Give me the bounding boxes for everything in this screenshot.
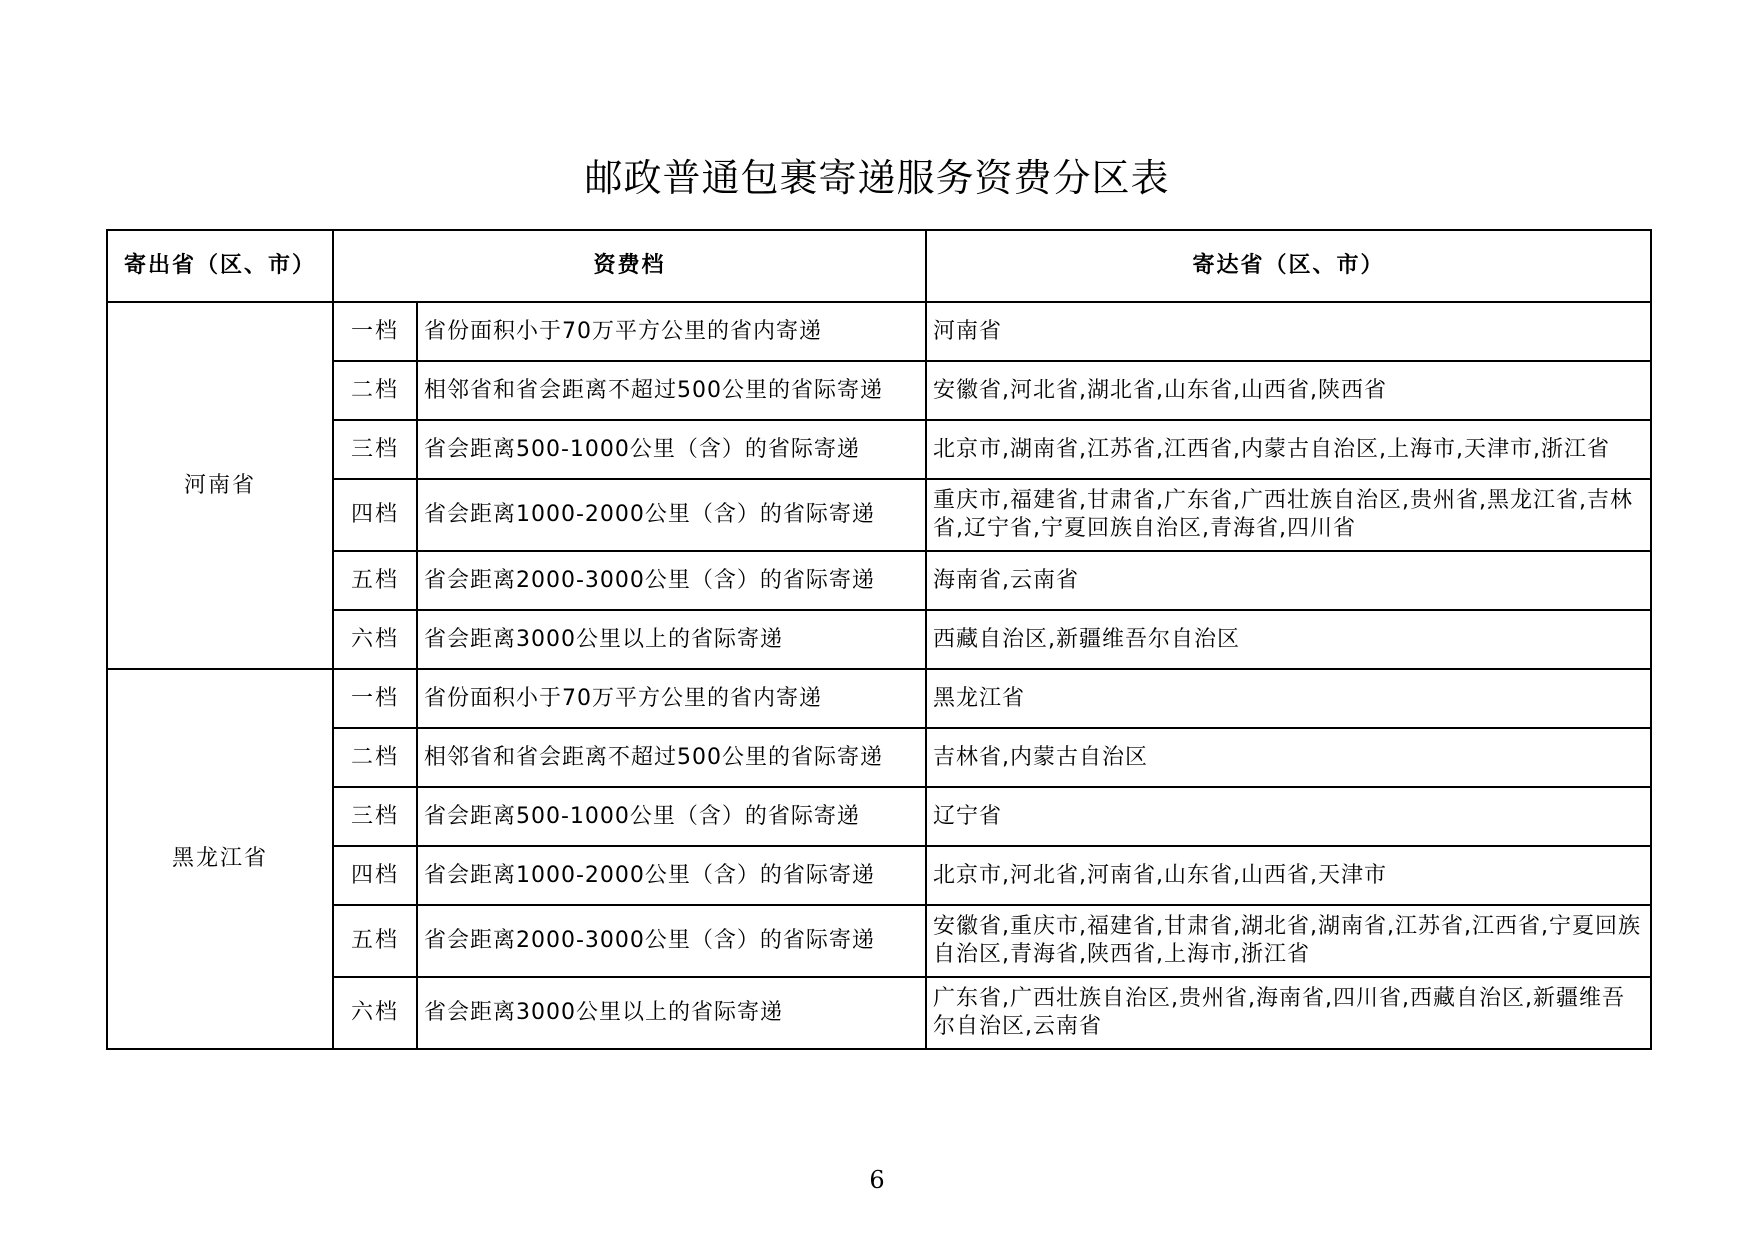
page-number: 6: [869, 1166, 885, 1194]
table-row: [107, 420, 1651, 479]
table-row: [107, 977, 1651, 1049]
tier-description: 省会距离3000公里以上的省际寄递: [417, 977, 926, 1049]
header-origin: 寄出省（区、市）: [107, 230, 333, 302]
tier-name: 三档: [333, 787, 417, 846]
destination-cell: 海南省,云南省: [926, 551, 1651, 610]
destination-cell: 广东省,广西壮族自治区,贵州省,海南省,四川省,西藏自治区,新疆维吾尔自治区,云南省: [926, 977, 1651, 1049]
table-row: [107, 787, 1651, 846]
tier-name: 二档: [333, 728, 417, 787]
tier-description: 相邻省和省会距离不超过500公里的省际寄递: [417, 728, 926, 787]
tier-description: 省会距离3000公里以上的省际寄递: [417, 610, 926, 669]
tier-name: 四档: [333, 479, 417, 551]
header-tier: 资费档: [333, 230, 926, 302]
tier-name: 六档: [333, 610, 417, 669]
page-title: 邮政普通包裹寄递服务资费分区表: [584, 156, 1170, 200]
table-row: [107, 905, 1651, 977]
destination-cell: 北京市,河北省,河南省,山东省,山西省,天津市: [926, 846, 1651, 905]
destination-cell: 西藏自治区,新疆维吾尔自治区: [926, 610, 1651, 669]
tier-description: 省份面积小于70万平方公里的省内寄递: [417, 669, 926, 728]
destination-cell: 吉林省,内蒙古自治区: [926, 728, 1651, 787]
destination-cell: 安徽省,重庆市,福建省,甘肃省,湖北省,湖南省,江苏省,江西省,宁夏回族自治区,青海省,陕西省,上海市,浙江省: [926, 905, 1651, 977]
table-row: [107, 610, 1651, 669]
table-row: [107, 479, 1651, 551]
tier-description: 省会距离500-1000公里（含）的省际寄递: [417, 420, 926, 479]
tier-description: 省会距离2000-3000公里（含）的省际寄递: [417, 905, 926, 977]
tier-description: 省会距离500-1000公里（含）的省际寄递: [417, 787, 926, 846]
tier-description: 省会距离2000-3000公里（含）的省际寄递: [417, 551, 926, 610]
tier-description: 省会距离1000-2000公里（含）的省际寄递: [417, 846, 926, 905]
table-row: [107, 846, 1651, 905]
origin-cell: 黑龙江省: [107, 669, 333, 1049]
tier-name: 二档: [333, 361, 417, 420]
tier-description: 相邻省和省会距离不超过500公里的省际寄递: [417, 361, 926, 420]
table-row: [107, 728, 1651, 787]
tier-description: 省会距离1000-2000公里（含）的省际寄递: [417, 479, 926, 551]
destination-cell: 安徽省,河北省,湖北省,山东省,山西省,陕西省: [926, 361, 1651, 420]
tier-name: 三档: [333, 420, 417, 479]
tier-name: 五档: [333, 905, 417, 977]
origin-cell: 河南省: [107, 302, 333, 669]
table-row: [107, 669, 1651, 728]
tier-description: 省份面积小于70万平方公里的省内寄递: [417, 302, 926, 361]
header-destination: 寄达省（区、市）: [926, 230, 1651, 302]
table-row: [107, 302, 1651, 361]
tier-name: 五档: [333, 551, 417, 610]
destination-cell: 河南省: [926, 302, 1651, 361]
destination-cell: 黑龙江省: [926, 669, 1651, 728]
destination-cell: 辽宁省: [926, 787, 1651, 846]
destination-cell: 重庆市,福建省,甘肃省,广东省,广西壮族自治区,贵州省,黑龙江省,吉林省,辽宁省,宁夏回族自治区,青海省,四川省: [926, 479, 1651, 551]
tier-name: 四档: [333, 846, 417, 905]
table-header-row: [107, 230, 1651, 302]
table-row: [107, 551, 1651, 610]
tier-name: 一档: [333, 669, 417, 728]
destination-cell: 北京市,湖南省,江苏省,江西省,内蒙古自治区,上海市,天津市,浙江省: [926, 420, 1651, 479]
tier-name: 一档: [333, 302, 417, 361]
tier-name: 六档: [333, 977, 417, 1049]
table-row: [107, 361, 1651, 420]
fee-zone-table: [106, 229, 1652, 1050]
